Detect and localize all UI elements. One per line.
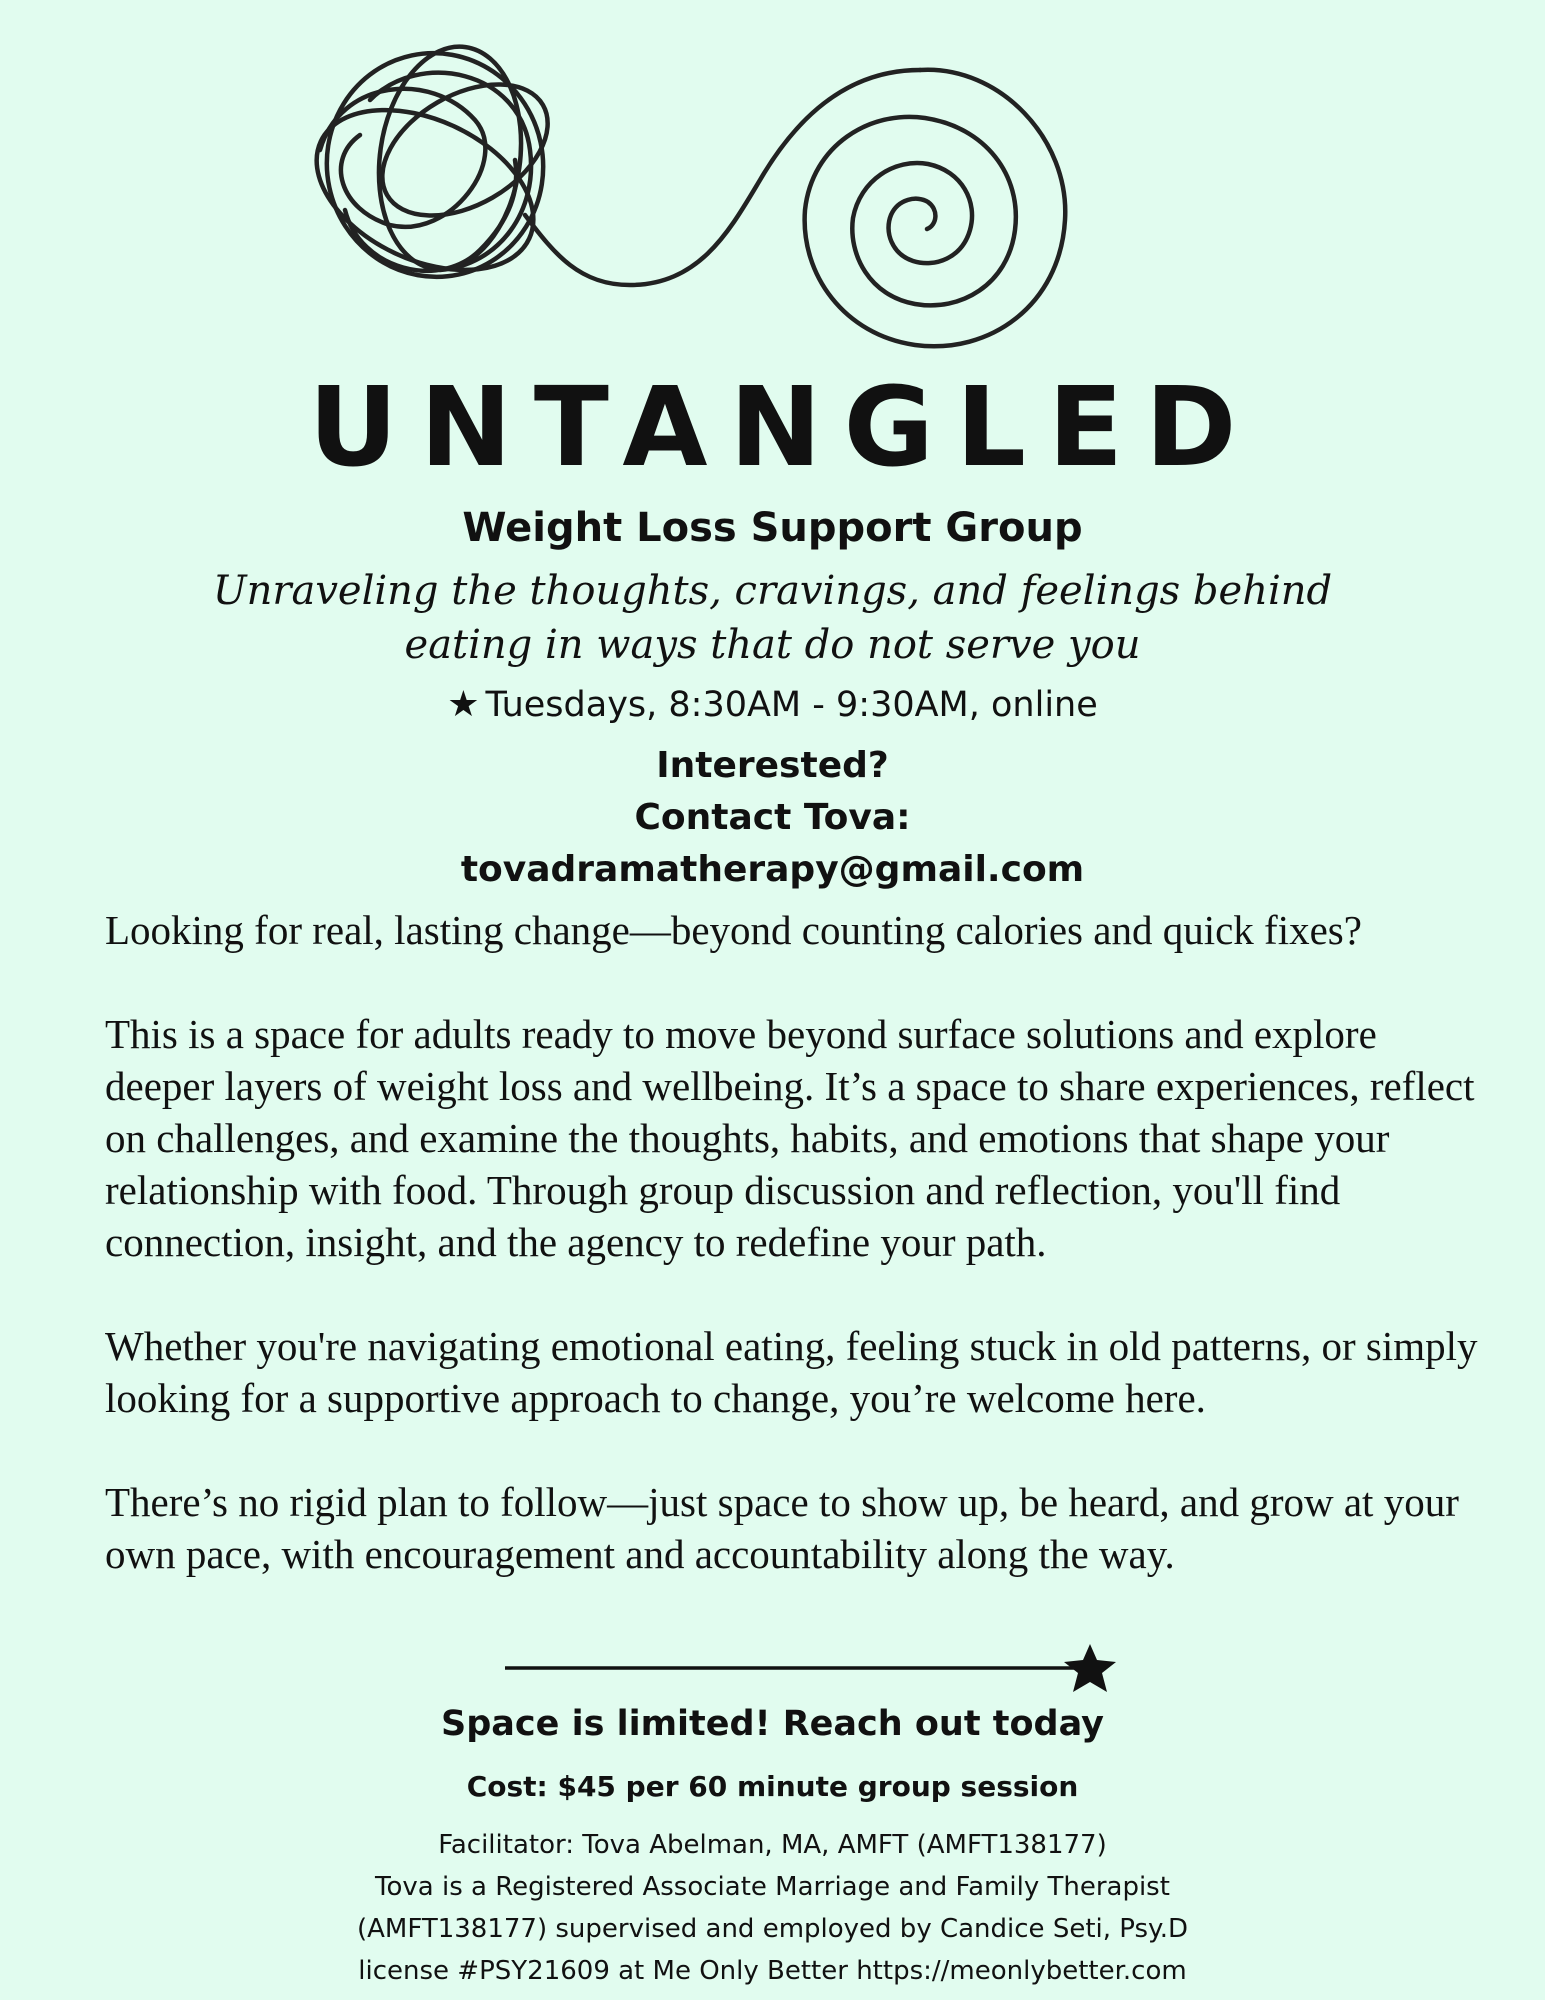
facilitator-info [0, 1824, 1545, 1992]
contact-block [0, 740, 1545, 896]
cost-text: Cost: $45 per 60 minute group session [466, 1770, 1079, 1803]
contact-interested: Interested? [656, 745, 889, 786]
body-paragraph-2: This is a space for adults ready to move beyond surface solutions and explore deeper layers of weight loss and wellbeing. It’s a space to share experiences, reflect on challenges, and examine the thoughts, habits, and emotions that shape your relationship with food. Through group discussion and reflection, you'll find connection, insight, and the agency to redefine your path. [105, 1011, 1475, 1265]
star-arrow-divider [500, 1640, 1130, 1700]
page-title: UNTANGLED [308, 363, 1259, 491]
contact-name: Contact Tova: [634, 797, 911, 838]
call-to-action: Space is limited! Reach out today [441, 1704, 1104, 1744]
facilitator-line-3: (AMFT138177) supervised and employed by Candice Seti, Psy.D [356, 1914, 1188, 1944]
body-text [105, 904, 1485, 1632]
facilitator-line-2: Tova is a Registered Associate Marriage and Family Therapist [375, 1872, 1170, 1902]
schedule-line [0, 680, 1545, 730]
facilitator-line-1: Facilitator: Tova Abelman, MA, AMFT (AMFT138177) [438, 1830, 1107, 1860]
contact-email[interactable]: tovadramatherapy@gmail.com [460, 849, 1085, 890]
star-icon: ★ [447, 684, 480, 725]
schedule-text: Tuesdays, 8:30AM - 9:30AM, online [485, 685, 1098, 725]
tangled-yarn-spiral-logo [300, 40, 1260, 380]
subtitle: Weight Loss Support Group [462, 505, 1083, 551]
tagline: Unraveling the thoughts, cravings, and feelings behind eating in ways that do not serve you [212, 568, 1333, 668]
facilitator-line-4: license #PSY21609 at Me Only Better https://meonlybetter.com [358, 1956, 1187, 1986]
body-paragraph-3: Whether you're navigating emotional eating, feeling stuck in old patterns, or simply looking for a supportive approach to change, you’re welcome here. [105, 1323, 1478, 1421]
body-paragraph-1: Looking for real, lasting change—beyond counting calories and quick fixes? [105, 907, 1362, 953]
body-paragraph-4: There’s no rigid plan to follow—just space to show up, be heard, and grow at your own pace, with encouragement and accountability along the way. [105, 1479, 1459, 1577]
